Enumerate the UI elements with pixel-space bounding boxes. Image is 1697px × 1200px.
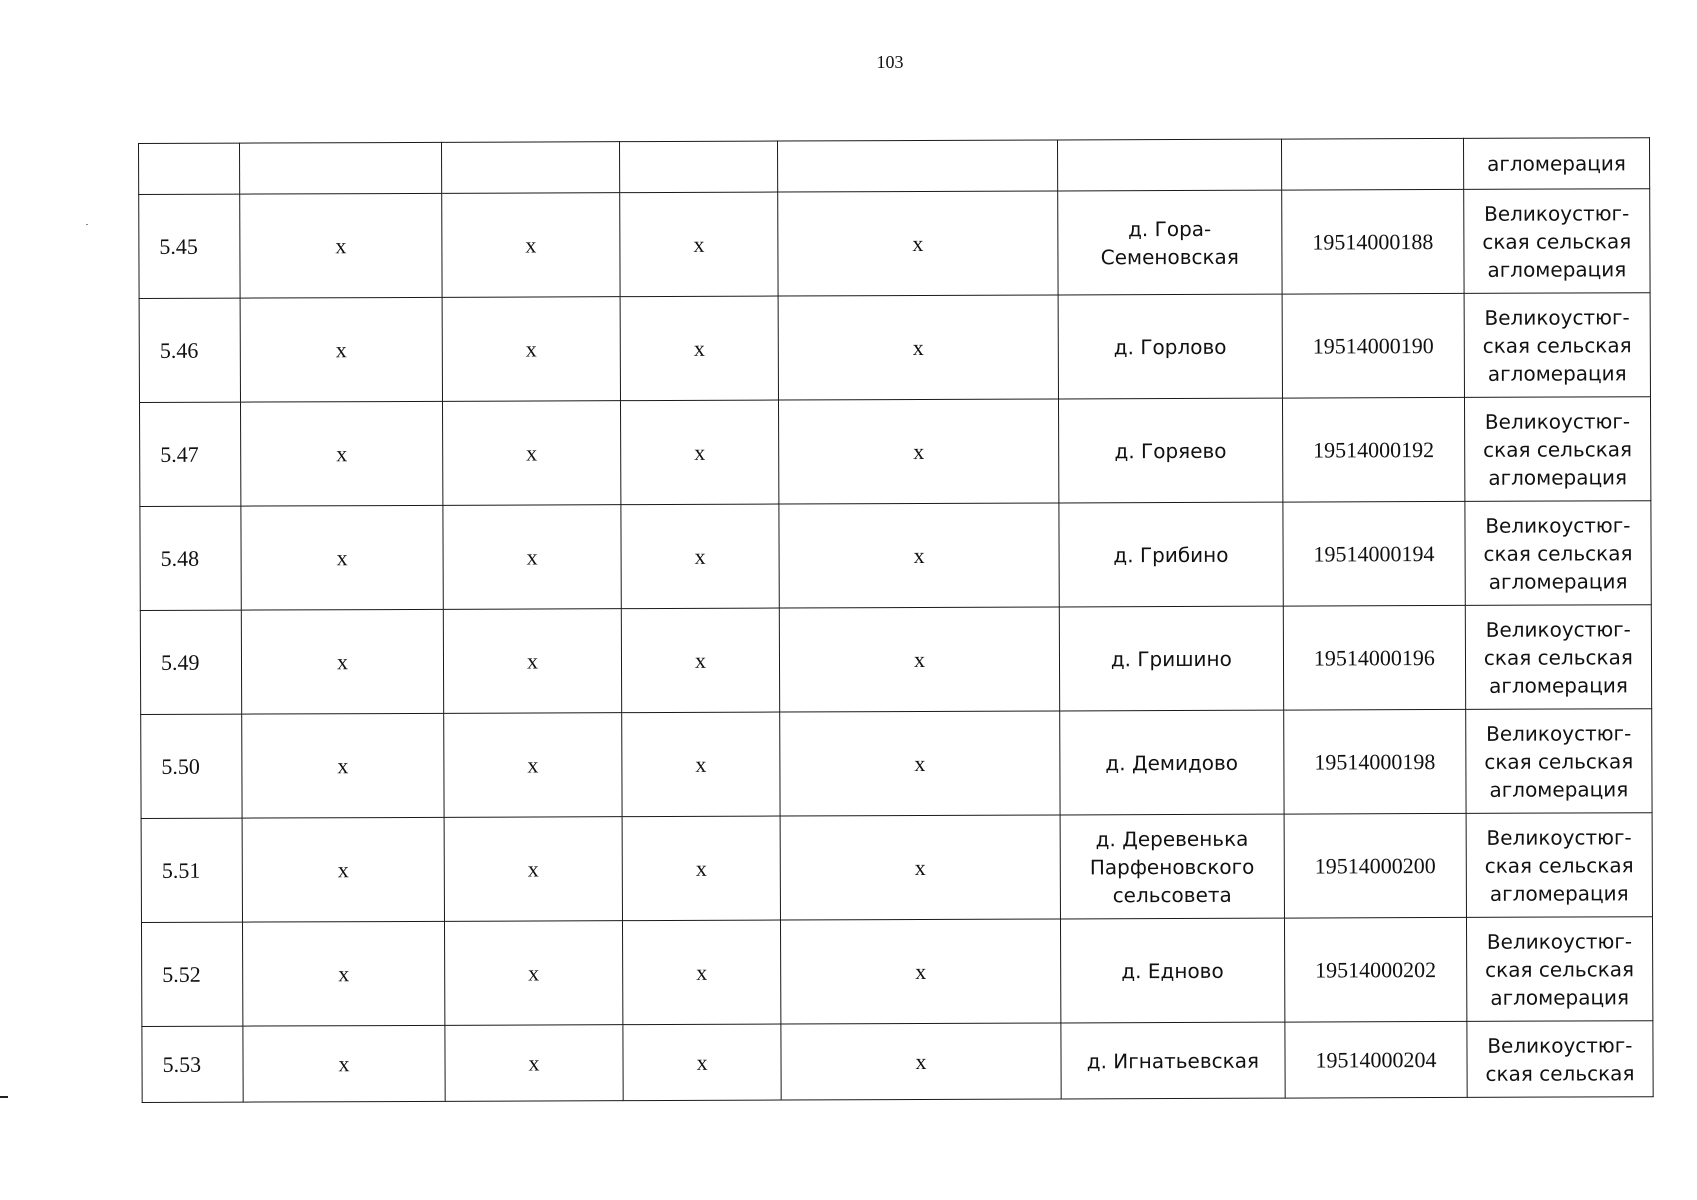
table-row bbox=[139, 189, 1650, 299]
mark-cell: х bbox=[445, 921, 623, 1026]
mark-cell: х bbox=[621, 504, 780, 609]
table-cell bbox=[139, 143, 240, 194]
table-row bbox=[141, 813, 1652, 923]
mark-cell: х bbox=[780, 711, 1060, 816]
mark-cell: х bbox=[621, 712, 780, 817]
row-number-cell: 5.45 bbox=[139, 194, 240, 298]
settlement-name-cell: д. Демидово bbox=[1059, 710, 1284, 815]
row-number-cell: 5.47 bbox=[139, 402, 240, 506]
mark-cell: х bbox=[442, 193, 620, 298]
table-cell bbox=[239, 142, 442, 194]
oktmo-code-cell: 19514000204 bbox=[1285, 1021, 1467, 1098]
mark-cell: х bbox=[443, 505, 621, 610]
row-number-cell: 5.46 bbox=[139, 298, 240, 402]
oktmo-code-cell: 19514000202 bbox=[1285, 917, 1467, 1022]
table-cell bbox=[1057, 139, 1282, 191]
row-number-cell: 5.50 bbox=[141, 714, 242, 818]
settlement-name-cell: д. Гора- Семеновская bbox=[1057, 190, 1282, 295]
table-row bbox=[139, 293, 1650, 403]
mark-cell: х bbox=[445, 1025, 623, 1102]
agglomeration-cell: Великоустюг- ская сельская агломерация bbox=[1464, 397, 1651, 502]
mark-cell: х bbox=[444, 817, 622, 922]
oktmo-code-cell: 19514000192 bbox=[1283, 397, 1465, 502]
mark-cell: х bbox=[620, 296, 779, 401]
agglomeration-cell: Великоустюг- ская сельская агломерация bbox=[1464, 293, 1651, 398]
row-number-cell: 5.52 bbox=[141, 922, 242, 1026]
mark-cell: х bbox=[241, 713, 444, 818]
continued-header-row bbox=[139, 138, 1650, 195]
agglomeration-cell: Великоустюг- ская сельская агломерация bbox=[1465, 501, 1652, 606]
table-row bbox=[141, 709, 1652, 819]
mark-cell: х bbox=[620, 400, 779, 505]
table-row bbox=[142, 1021, 1653, 1103]
mark-cell: х bbox=[781, 919, 1061, 1024]
mark-cell: х bbox=[240, 401, 443, 506]
row-number-cell: 5.53 bbox=[142, 1026, 243, 1102]
mark-cell: х bbox=[443, 401, 621, 506]
table-cell bbox=[1282, 138, 1464, 190]
mark-cell: х bbox=[243, 1025, 446, 1102]
table-cell bbox=[442, 142, 620, 194]
settlement-name-cell: д. Горяево bbox=[1058, 398, 1283, 503]
scan-speck bbox=[86, 224, 88, 225]
oktmo-code-cell: 19514000194 bbox=[1283, 501, 1465, 606]
mark-cell: х bbox=[239, 193, 442, 298]
row-number-cell: 5.51 bbox=[141, 818, 242, 922]
mark-cell: х bbox=[242, 921, 445, 1026]
table-row bbox=[140, 501, 1651, 611]
oktmo-code-cell: 19514000198 bbox=[1284, 709, 1466, 814]
mark-cell: х bbox=[778, 191, 1058, 296]
mark-cell: х bbox=[442, 297, 620, 402]
settlement-name-cell: д. Игнатьевская bbox=[1060, 1022, 1285, 1099]
mark-cell: х bbox=[622, 920, 781, 1025]
mark-cell: х bbox=[241, 609, 444, 714]
mark-cell: х bbox=[444, 609, 622, 714]
settlement-name-cell: д. Горлово bbox=[1058, 294, 1283, 399]
oktmo-code-cell: 19514000188 bbox=[1282, 189, 1464, 294]
agglomeration-cell: Великоустюг- ская сельская агломерация bbox=[1465, 605, 1652, 710]
mark-cell: х bbox=[241, 505, 444, 610]
scan-margin-mark bbox=[0, 1096, 8, 1098]
settlement-name-cell: д. Гришино bbox=[1059, 606, 1284, 711]
mark-cell: х bbox=[240, 297, 443, 402]
table-row bbox=[141, 917, 1652, 1027]
oktmo-code-cell: 19514000196 bbox=[1283, 605, 1465, 710]
agglomeration-cell: Великоустюг- ская сельская агломерация bbox=[1465, 709, 1652, 814]
row-number-cell: 5.49 bbox=[140, 610, 241, 714]
settlement-name-cell: д. Деревенька Парфеновского сельсовета bbox=[1060, 814, 1285, 919]
agglomeration-cell: Великоустюг- ская сельская агломерация bbox=[1466, 813, 1653, 918]
settlements-table bbox=[138, 137, 1654, 1103]
mark-cell: х bbox=[242, 817, 445, 922]
mark-cell: х bbox=[781, 1023, 1060, 1100]
table-cell bbox=[778, 140, 1057, 192]
table-row bbox=[140, 605, 1651, 715]
page-number: 103 bbox=[876, 52, 904, 72]
mark-cell: х bbox=[779, 399, 1059, 504]
mark-cell: х bbox=[780, 815, 1060, 920]
agglomeration-cell: Великоустюг- ская сельская агломерация bbox=[1463, 189, 1650, 294]
settlement-name-cell: д. Грибино bbox=[1058, 502, 1283, 607]
mark-cell: х bbox=[621, 608, 780, 713]
mark-cell: х bbox=[780, 607, 1060, 712]
mark-cell: х bbox=[622, 816, 781, 921]
mark-cell: х bbox=[778, 295, 1058, 400]
settlement-name-cell: д. Едново bbox=[1060, 918, 1285, 1023]
table-row bbox=[139, 397, 1650, 507]
agglomeration-cell: Великоустюг- ская сельская bbox=[1467, 1021, 1653, 1098]
mark-cell: х bbox=[779, 503, 1059, 608]
oktmo-code-cell: 19514000190 bbox=[1282, 293, 1464, 398]
mark-cell: х bbox=[623, 1024, 782, 1101]
table-cell bbox=[619, 141, 778, 193]
agglomeration-cell: агломерация bbox=[1463, 138, 1649, 190]
mark-cell: х bbox=[619, 192, 778, 297]
mark-cell: х bbox=[444, 713, 622, 818]
agglomeration-cell: Великоустюг- ская сельская агломерация bbox=[1466, 917, 1653, 1022]
oktmo-code-cell: 19514000200 bbox=[1284, 813, 1466, 918]
row-number-cell: 5.48 bbox=[140, 506, 241, 610]
